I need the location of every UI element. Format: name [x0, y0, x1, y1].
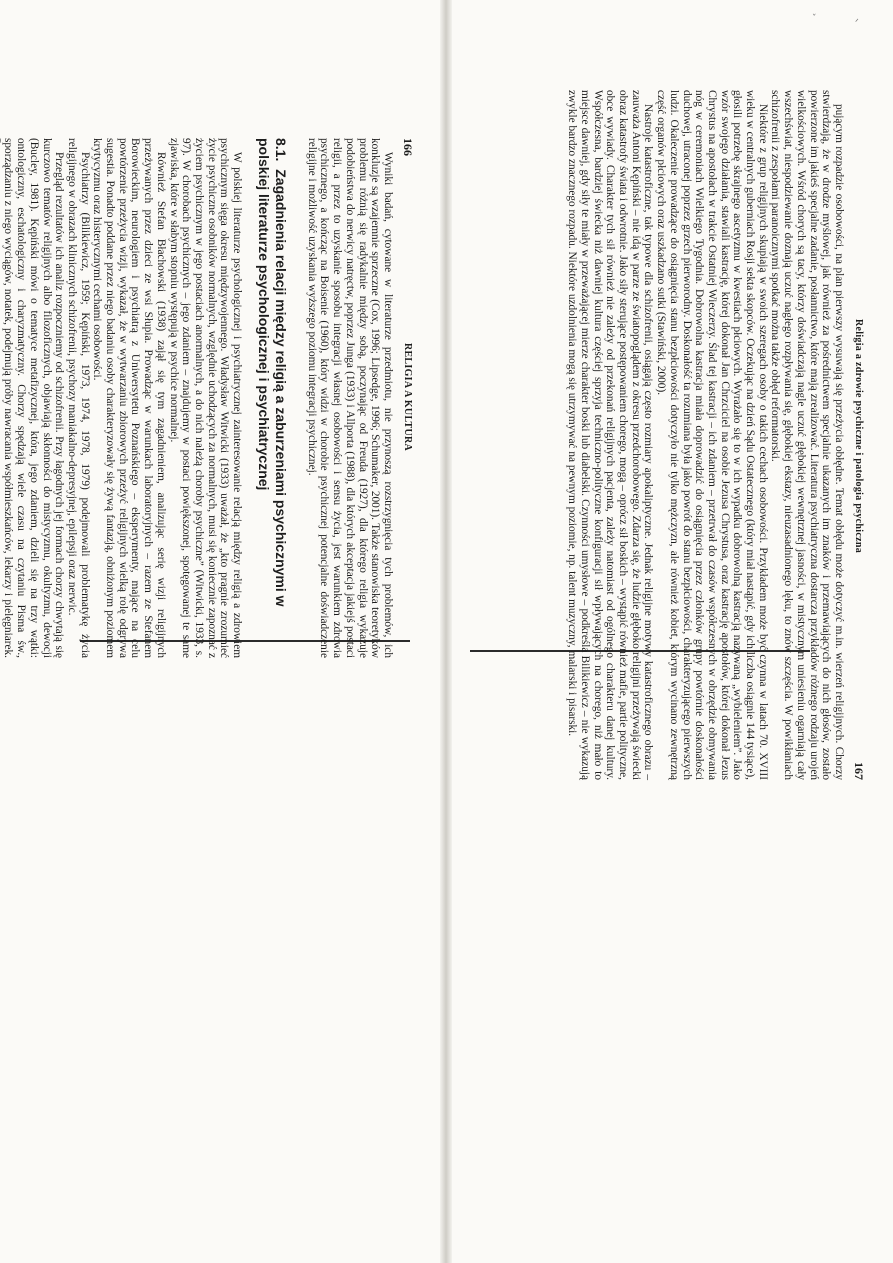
- left-page: [0, 0, 446, 1263]
- body-paragraph: Niektóre z grup religijnych skupiają w swoich szeregach osoby o takich cechach osobowości. Przykładem może być czynna w latach 70. XVIII wieku w centralnych guberniach Rosji sekta skopców. Oczekując na dzień Sądu Ostatecznego (który miał nastąpić, gdy ich liczba osiągnie 144 tysiące), głosili potrzebę skrajnego ascetyzmu w kwestiach płciowych. Wyrażało się to w ich wypadku dobrowolną kastracją nazywaną „wybieleniem”. Jako wzór swojego działania, stawiali kastrację, której dokonał Jan Chrzciciel na osobie Jezusa Chrystusa, oraz kastrację apostołów, której dokonał Jezus Chrystus na apostołach w trakcie Ostatniej Wieczerzy. Ślad tej kastracji – ich zdaniem – przetrwał do czasów współczesnych w obrzędzie obmywania nóg w ceremoniach Wielkiego Tygodnia. Dobrowolna kastracja miała doprowadzić do osiągnięcia przez członków grupy powtórnie doskonałości duchowej, utraconej poprzez grzech pierworodny. Doskonałość ta rozumiana była jako powrót do stanu bezpłciowości, charakteryzującego pierwszych ludzi. Okaleczenie prowadzące do osiągnięcia stanu bezpłciowości dotyczyło nie tylko mężczyzn, ale również kobiet, którym wycinano zewnętrzną część organów płciowych oraz uszkadzano sutki (Stawiński, 2000).: [655, 90, 769, 780]
- body-paragraph: Również Stefan Błachowski (1938) zajął się tym zagadnieniem, analizując serię wizji religijnych przeżywanych przez dzieci ze wsi Słupia. Prowadząc w warunkach laboratoryjnych – razem ze Stefanem Borowieckim, neurologiem i psychiatrą z Uniwersytetu Poznańskiego – eksperymenty, mające na celu powtórzenie przeżycia wizji, wykazał, że w wytwarzaniu zbiorowych przeżyć religijnych wielką rolę odgrywa sugestia. Ponadto poddane przez niego badaniu osoby charakteryzowały się żywą fantazją, obniżonym poziomem krytycyzmu oraz histerycznymi cechami osobowości.: [91, 138, 167, 658]
- left-page-content: [2, 138, 416, 658]
- intro-paragraph: Wyniki badań, cytowane w literaturze przedmiotu, nie przynoszą rozstrzygnięcia tych problemów, ich konkluzje są wzajemnie sprzeczne (Cox, 1996; Lipsedge, 1996; Schumaker, 2001). Także stanowiska teoretyków problemu różnią się radykalnie między sobą, poczynając od Freuda (1927), dla którego religia wykazuje podobieństwa do nerwicy natręctw, poprzez Junga (1933) i Allporta (1988), dla których akceptacja jakiejś postaci religii, a przez to uzyskanie sposobu integracji własnej osobowości i sensu życia, jest warunkiem zdrowia psychicznego, a kończąc na Boisenie (1960), który widzi w chorobie psychicznej potencjalne doświadczenie religijne i możliwość uzyskania wyższego poziomu integracji psychicznej.: [305, 138, 394, 658]
- left-page-rotated: [0, 0, 446, 1263]
- running-head: Religia a zdrowie psychiczne i patologia psychiczna: [853, 319, 865, 553]
- section-heading: [255, 138, 289, 658]
- right-page-content: [504, 90, 867, 780]
- left-page-header: [400, 138, 416, 658]
- body-paragraph: W polskiej literaturze psychologicznej i psychiatrycznej zainteresowanie relacją między religią a zdrowiem psychicznym sięga okresu międzywojennego. Władysław Witwicki (1933) uważał, że „kto pragnie zrozumieć życie psychiczne osobników normalnych, względnie uchodzących za normalnych, musi się koniecznie zapoznać z życiem psychicznym w jego postaciach anormalnych, a do nich należą choroby psychiczne” (Witwicki, 1933, s. 97). W chorobach psychicznych – jego zdaniem – znajdujemy w postaci powiększonej, spotęgowanej te same zjawiska, które w słabym stopniu występują w psychice normalnej.: [167, 138, 244, 658]
- section-title: Zagadnienia relacji między religią a zaburzeniami psychicznymi w polskiej literaturze psychologicznej i psychiatrycznej: [256, 138, 290, 607]
- page-number: 167: [852, 762, 867, 780]
- scan-speck: ᐟ: [855, 18, 859, 28]
- body-paragraph: Psychiatrzy (Bilikiewicz, 1959; Kępiński, 1973, 1974, 1978, 1979) podejmowali problematykę życia religijnego w obrazach klinicznych schizofrenii, psychozy maniakalno-depresyjnej, epilepsji oraz nerwic.: [65, 138, 91, 658]
- running-head: RELIGIA A KULTURA: [402, 342, 414, 452]
- page-number: 166: [401, 138, 416, 156]
- body-paragraph: Przegląd rezultatów ich analiz rozpoczniemy od schizofrenii. Przy łagodnych jej formach chorzy chwytają się kurczowo tematów religijnych albo filozoficznych, objawiają skłonności do mistycyzmu, okultyzmu, dewocji (Bucley, 1981). Kępiński mówi o tematyce metafizycznej, która, jego zdaniem, dzieli się na trzy wątki: ontologiczny, eschatologiczny i charyzmatyczny. Chorzy spędzają wiele czasu na czytaniu Pisma św., sporządzaniu z niego wyciągów, notatek, podejmują próby nawracania współmieszkańców, lekarzy i pielęgniarek.: [2, 138, 66, 658]
- scan-speck: ˇ: [812, 14, 817, 24]
- section-number: 8.1.: [273, 138, 290, 162]
- body-paragraph: Nastroje katastroficzne, tak typowe dla schizofrenii, osiągają często rozmiary apokaliptyczne. Jednak religijne motywy katastroficznego obrazu – zauważa Antoni Kępiński – nie idą w parze ze światopoglądem z okresu przedchorobowego. Zdarza się, że ludzie głęboko religijni przeżywają świecki obraz katastrofy świata i odwrotnie. Jako siły sterujące postępowaniem chorego, mogą – oprócz sił boskich – wystąpić również mafie, partie polityczne, obce wywiady. Charakter tych sił również nie zależy od przekonań religijnych pacjenta, zależy natomiast od ogólnego charakteru danej kultury. Współczesna, bardziej świecka niż dawniej kultura częściej sprzyja techniczno-polityczne konfiguracji sił wpływających na chorego, niż mało to miejsce dawniej, gdy siły te miały w przeważającej mierze charakter boski lub diabelski. Czynności umysłowe – podkreśla Bilikiewicz – nie wykazują zwykle bardzo znacznego rozpadu. Niektóre uzdolnienia mogą się utrzymywać na pewnym poziomie, np. talent muzyczny, malarski i pisarski.: [566, 90, 655, 780]
- right-page: [446, 0, 893, 1263]
- right-page-header: [851, 90, 867, 780]
- right-page-rotated: [446, 0, 893, 1263]
- body-paragraph: pującym rozpadzie osobowości, na plan pierwszy wysuwają się przeżycia obłędne. Temat obłędu może dotyczyć m.in. wierzeń religijnych. Chorzy stwierdzają, że w drodze myślowej, jak również za pośrednictwem specjalnie ukazanych im znaków i przemawiających do nich głosów, zostało powierzone im jakieś specjalne zadanie, posłannictwo, które mają zrealizować. Literatura psychiatryczna dostarcza przykładów różnego rodzaju urojeń wielkościowych. Wśród chorych są tacy, którzy doświadczają nagle uczuć głębokiej wewnętrznej jasności, w mistycznym uniesieniu ogarniają cały wszechświat, niespodziewanie doznają uczuć nagłego rozpływania się, głębokiej ekstazy, nieuzasadnionego lęku, to znów szczęścia. W powikłaniach schizofrenii z zespołami paranoicznymi spotkać można także obłęd reformatorski.: [769, 90, 845, 780]
